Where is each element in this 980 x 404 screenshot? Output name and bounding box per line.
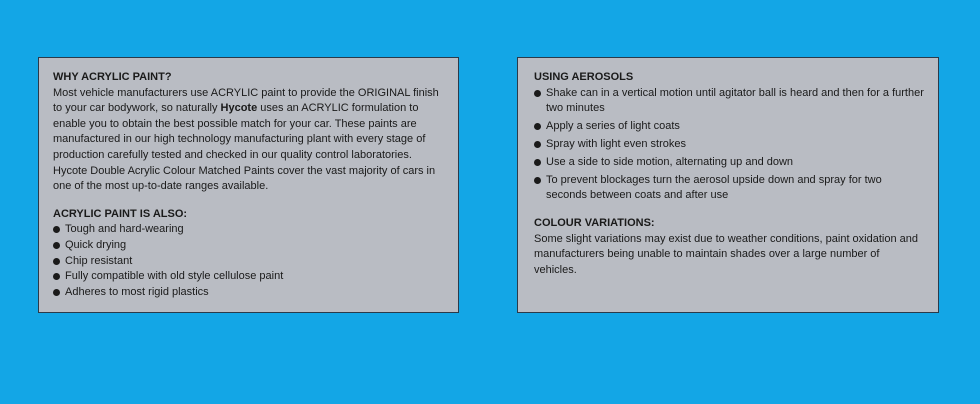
why-acrylic-heading: WHY ACRYLIC PAINT?	[53, 71, 172, 83]
using-aerosols-heading: USING AEROSOLS	[534, 71, 634, 83]
bullet-icon	[534, 177, 541, 184]
bullet-icon	[53, 258, 60, 265]
list-item: Chip resistant	[53, 254, 444, 270]
brand-name: Hycote	[220, 102, 258, 115]
list-item: Quick drying	[53, 238, 444, 254]
list-item: To prevent blockages turn the aerosol upside down and spray for two seconds between coats and after use	[534, 173, 924, 204]
bullet-icon	[53, 289, 60, 296]
colour-variations-paragraph: Some slight variations may exist due to weather conditions, paint oxidation and manufacturers being unable to maintain shades over a large number of vehicles.	[534, 232, 918, 277]
paragraph-rest-text: uses an ACRYLIC formulation to enable you to obtain the best possible match for your car. These paints are manufactured in our high technology manufacturing plant with every stage of production carefully tested and checked in our quality control laboratories. Hycote Double Acrylic Colour Matched Paints cover the vast majority of cars in one of the most up-to-date ranges available.	[53, 102, 436, 193]
bullet-icon	[534, 123, 541, 130]
bullet-icon	[53, 226, 60, 233]
list-item: Shake can in a vertical motion until agitator ball is heard and then for a further two minutes	[534, 86, 924, 117]
list-item: Tough and hard-wearing	[53, 222, 444, 238]
bullet-icon	[534, 141, 541, 148]
bullet-icon	[53, 273, 60, 280]
list-item: Fully compatible with old style cellulose paint	[53, 269, 444, 285]
bullet-icon	[534, 159, 541, 166]
aerosol-steps-list	[534, 86, 924, 204]
list-item: Use a side to side motion, alternating up and down	[534, 155, 924, 171]
list-item: Spray with light even strokes	[534, 137, 924, 153]
acrylic-also-heading: ACRYLIC PAINT IS ALSO:	[53, 207, 188, 220]
aerosol-usage-panel	[517, 57, 939, 313]
why-acrylic-paragraph	[53, 86, 444, 195]
paragraph-intro-text: Most vehicle manufacturers use ACRYLIC paint to provide the ORIGINAL finish to your car bodywork, so naturally	[53, 86, 439, 115]
acrylic-benefits-list	[53, 222, 444, 300]
colour-variations-heading: COLOUR VARIATIONS:	[534, 217, 655, 230]
list-item: Adheres to most rigid plastics	[53, 285, 444, 301]
bullet-icon	[534, 90, 541, 97]
bullet-icon	[53, 242, 60, 249]
list-item: Apply a series of light coats	[534, 119, 924, 135]
acrylic-paint-panel	[38, 57, 459, 313]
